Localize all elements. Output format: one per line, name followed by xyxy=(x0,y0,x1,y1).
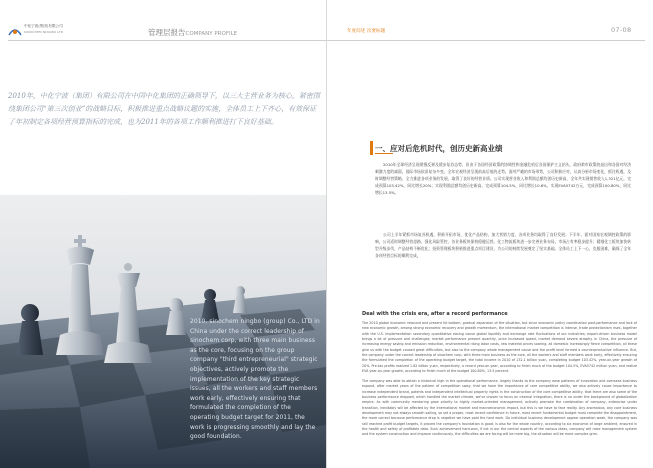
page-gutter xyxy=(326,0,327,468)
body-paragraph-en-1: The 2010 global economic rebound and present hit bottom, gradual expansion of the situation, but since economic policy coordination post-performance and lack of new economic growth, among strong economic recovery and growth momentum, the international market competition is intense, trade protectionism rises, together with the U.S. implementation secondary quantitative easing cause global liquidity and exchange rate fluctuations of our industries; export-driven business model brings a lot of pressure and challenges; market performance present quantity, price increased speed, market demand severe atrophy. In China, the pressure of increasing energy saving and emission reduction, environmental rising labor costs, raw material prices soaring, all domestic increasingly fierce competition, all these give us with the budget caused great difficulties, but also to the company whole management cause and the profit level formed a counterproductive influence. But, the company under the correct leadership of sinochem corp, with three main business as the core, all the workers and staff members work early, effectively ensuring the formulated the completion of the operating budget target, the total income in 2010 of 132.1 billion yuan, completing budget 103.42%, year-on-year growth of 20%. Pre-tax profits realized 1.82 billion yuan, respectively, a record year-on-year, according to finish much of the budget 104.5%, EVA5742 million yuan, and realize EVA year-on-year growth, according to finish much of the budget 100.80%, 13.5 percent. xyxy=(362,321,637,374)
section-label: 年度综述 次要标题 xyxy=(347,29,386,34)
page-title xyxy=(148,27,237,38)
section-accent-bar xyxy=(370,141,373,155)
section-heading-underline xyxy=(375,153,393,154)
section-heading-en: Deal with the crisis era, after a record performance xyxy=(362,311,508,317)
page-title-en: COMPANY PROFILE xyxy=(185,31,238,37)
company-name-en: SINOCHEM NINGBO LTD xyxy=(24,30,64,34)
section-heading-cn: 一、应对后危机时代，创历史新高业绩 xyxy=(375,144,503,153)
header-rule-right xyxy=(327,40,645,41)
body-paragraph-cn-2: 公司上半年紧抓市场复苏机遇，积极开拓市场，优化产品结构，加大营销力度，各项业务均取得了良好发展；下半年，面对国家宏观调控政策的影响，公司适时调整经营思路，强化风险管控，各业务板块保持稳健运营。化工物流板块进一步完善业务布局，市场占有率稳步提升；精细化工板块加快转型升级步伐，产品结构不断优化；投资管理板块积极推进重点项目建设，为公司的持续发展奠定了坚实基础。全体员工上下一心，克服困难，确保了全年各项经营目标的顺利完成。 xyxy=(375,232,631,258)
company-logo-icon xyxy=(8,25,22,37)
header-rule-left xyxy=(8,40,326,41)
page-title-cn: 管理层报告 xyxy=(148,28,186,37)
body-paragraph-en-2: The company was able to obtain a historical high in the operational performance, largely thanks to the company ease patterns of innovation and overseas business expand, after market years of the pattern of competition sway, that we have the importance of core competitive ability, we also actively cause importance to increase independent brand, patents and independent intellectual property rights in the construction of the core competitive ability, that there are also some of the business performance dropped, which handled the market climate, we've chosen to focus on internal integration, there is no under the background of globalization empire. As with community mentoring grow priority to highly market-oriented management, actively promote the combination of company, enterprise under transition, inevitably will be affected by the international market and macroeconomic impact, but this is we have to face reality. Any anomalous, any core business development may not always smooth sailing, so set a proper, most recent confidence in future, most recent fundamental budget must complete the disappointment, the more correct because performance drop is negative we have paid the hard work. Do individual business development appear operation weak, the company was still reached profit budget targets, it proved the company's foundation is good, is also for the whole country, according to six economic of large ambient, ensured in the health and safety of profitable data. Such achievement hard-won, if not in our the central aspects of the various ideas, company will raise management system and the system construction and improve continuously, the difficulties we are facing will be more big, the situation will be more complex grim. xyxy=(362,379,637,437)
photo-caption-en: 2010, sinochem ningbo (group) Co., LTD in China under the correct leadership of sinochem corp, with three main business as the core, focusing on the group company "third entrepreneurial" strategic objectives, actively promote the implementation of the key strategic issues, all the workers and staff members work early, effectively ensuring that formulated the completion of the operating budget target for 2011, the work is progressing smoothly and lay the good foundation. xyxy=(190,319,320,441)
body-paragraph-cn-1: 2010年全球经济呈现缓慢反弹及缓步复苏态势，但由于各国经济政策的协调性和金融危机后各国保护主义抬头，政府救市政策的退出和各国对经济刺激力度的减弱，国际市场依旧复杂多变，全年宏观经济呈现前高后低的走势。面对严峻的市场形势，公司积极应对，认真分析市场变化，抓住机遇，及时调整经营策略，全力推进各项业务的发展，取得了良好的经营业绩。公司实现营业收入和利润总额均创历史新高，全年共实现销售收入1,321亿元，完成预算103.42%，同比增长20%；实现利润总额均创历史新高，完成预算104.5%，同比增长10.6%，实现EVA5742万元，完成预算100.80%，同比增长13.5%。 xyxy=(375,162,631,195)
page-numbers: 07-08 xyxy=(611,26,632,34)
company-name-cn: 中化宁波(集团)有限公司 xyxy=(24,24,63,28)
intro-paragraph-cn: 2010年，中化宁波（集团）有限公司在中国中化集团的正确领导下，以三大主营业务为核心，紧密围绕集团公司“第三次创业”的战略目标，积极推进重点战略议题的实施，全体员工上下齐心，有效保证了年初制定各项经营预算指标的完成，也为2011年的各项工作顺利推进打下良好基础。 xyxy=(8,92,320,126)
